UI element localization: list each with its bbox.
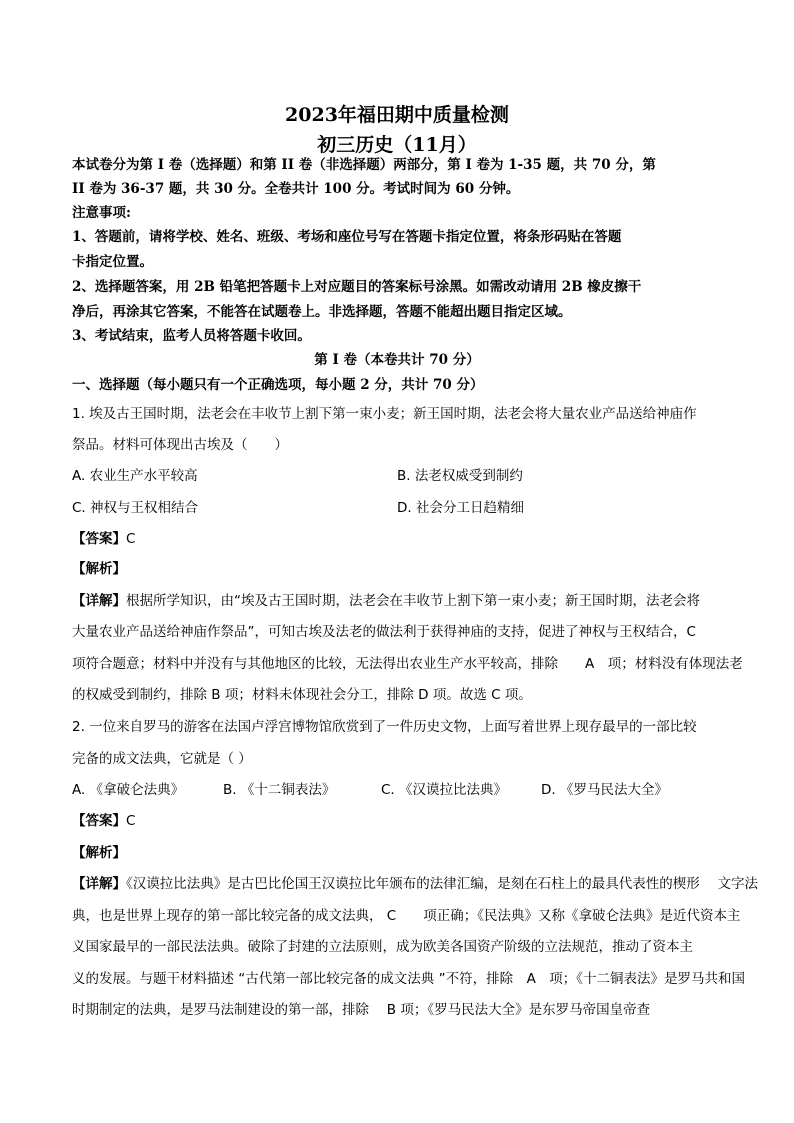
q2-analysis-tag: 【解析】 [72,845,126,861]
intro-line-2: II 卷为 36-37 题，共 30 分。全卷共计 100 分。考试时间为 60 分钟。 [72,181,520,197]
q2-detail-tag: 【详解】 [72,876,126,892]
q2-stem-line-1: 2. 一位来自罗马的游客在法国卢浮宫博物馆欣赏到了一件历史文物，上面写着世界上现存最早的一部比较 [72,719,697,735]
q1-option-b: B. 法老权威受到制约 [397,468,523,484]
q2-detail-line-1 [72,872,758,892]
q2-option-a: A. 《拿破仑法典》 [72,782,185,798]
q1-option-c: C. 神权与王权相结合 [72,500,199,516]
notice-heading: 注意事项: [72,205,131,221]
q1-answer-value: C [126,531,136,547]
q2-answer [72,809,135,829]
q1-detail-tag: 【详解】 [72,593,126,609]
q1-stem-line-1: 1. 埃及古王国时期，法老会在丰收节上割下第一束小麦；新王国时期，法老会将大量农业产品送给神庙作 [72,406,697,422]
note-1-line-1: 1、答题前，请将学校、姓名、班级、考场和座位号写在答题卡指定位置，将条形码贴在答题 [72,229,622,245]
note-3: 3、考试结束，监考人员将答题卡收回。 [72,328,311,344]
q1-detail-line-4: 的权威受到制约，排除 B 项；材料未体现社会分工，排除 D 项。故选 C 项。 [72,687,532,703]
exam-title: 2023年福田期中质量检测 [285,104,509,126]
q1-answer [72,527,135,547]
q2-detail-line-2: 典，也是世界上现存的第一部比较完备的成文法典， C 项正确；《民法典》又称《拿破仑法典》是近代资本主 [72,908,741,924]
q1-analysis-tag: 【解析】 [72,561,126,577]
q2-detail-line-4: 义的发展。与题干材料描述 “古代第一部比较完备的成文法典 ”不符，排除 A 项；《十二铜表法》是罗马共和国 [72,971,746,987]
q2-option-c: C. 《汉谟拉比法典》 [381,782,508,798]
q1-option-a: A. 农业生产水平较高 [72,468,198,484]
q1-detail-line-2: 大量农业产品送给神庙作祭品”，可知古埃及法老的做法利于获得神庙的支持，促进了神权与王权结合，C [72,624,696,640]
q2-detail-line-3: 义国家最早的一部民法法典。破除了封建的立法原则，成为欧美各国资产阶级的立法规范，推动了资本主 [72,939,693,955]
q2-answer-tag: 【答案】 [72,813,126,829]
q2-stem-line-2: 完备的成文法典，它就是（ ） [72,751,252,767]
q1-stem-line-2: 祭品。材料可体现出古埃及（ ） [72,437,288,453]
q2-detail-line-5: 时期制定的法典，是罗马法制建设的第一部，排除 B 项；《罗马民法大全》是东罗马帝国皇帝查 [72,1002,651,1018]
part-title: 第 I 卷（本卷共计 70 分） [314,352,480,368]
intro-line-1: 本试卷分为第 I 卷（选择题）和第 II 卷（非选择题）两部分，第 I 卷为 1-35 题，共 70 分，第 [72,157,656,173]
q1-option-d: D. 社会分工日趋精细 [397,500,524,516]
q2-answer-value: C [126,813,136,829]
q2-detail-text-1: 《汉谟拉比法典》是古巴比伦国王汉谟拉比年颁布的法律汇编，是刻在石柱上的最具代表性的楔形 文字法 [126,876,759,892]
q1-detail-line-3: 项符合题意；材料中并没有与其他地区的比较，无法得出农业生产水平较高，排除 A 项；材料没有体现法老 [72,656,743,672]
q2-option-b: B. 《十二铜表法》 [223,782,336,798]
section-heading: 一、选择题（每小题只有一个正确选项，每小题 2 分，共计 70 分） [72,377,484,393]
q1-answer-tag: 【答案】 [72,531,126,547]
note-2-line-2: 净后，再涂其它答案，不能答在试题卷上。非选择题，答题不能超出题目指定区域。 [72,304,572,320]
q1-detail-line-1 [72,589,700,609]
note-1-line-2: 卡指定位置。 [72,254,153,270]
q1-detail-text-1: 根据所学知识，由“埃及古王国时期，法老会在丰收节上割下第一束小麦；新王国时期，法老会将 [126,593,700,609]
q2-option-d: D. 《罗马民法大全》 [541,782,668,798]
note-2-line-1: 2、选择题答案，用 2B 铅笔把答题卡上对应题目的答案标号涂黑。如需改动请用 2B 橡皮擦干 [72,279,642,295]
exam-subtitle: 初三历史（11月） [317,134,477,156]
